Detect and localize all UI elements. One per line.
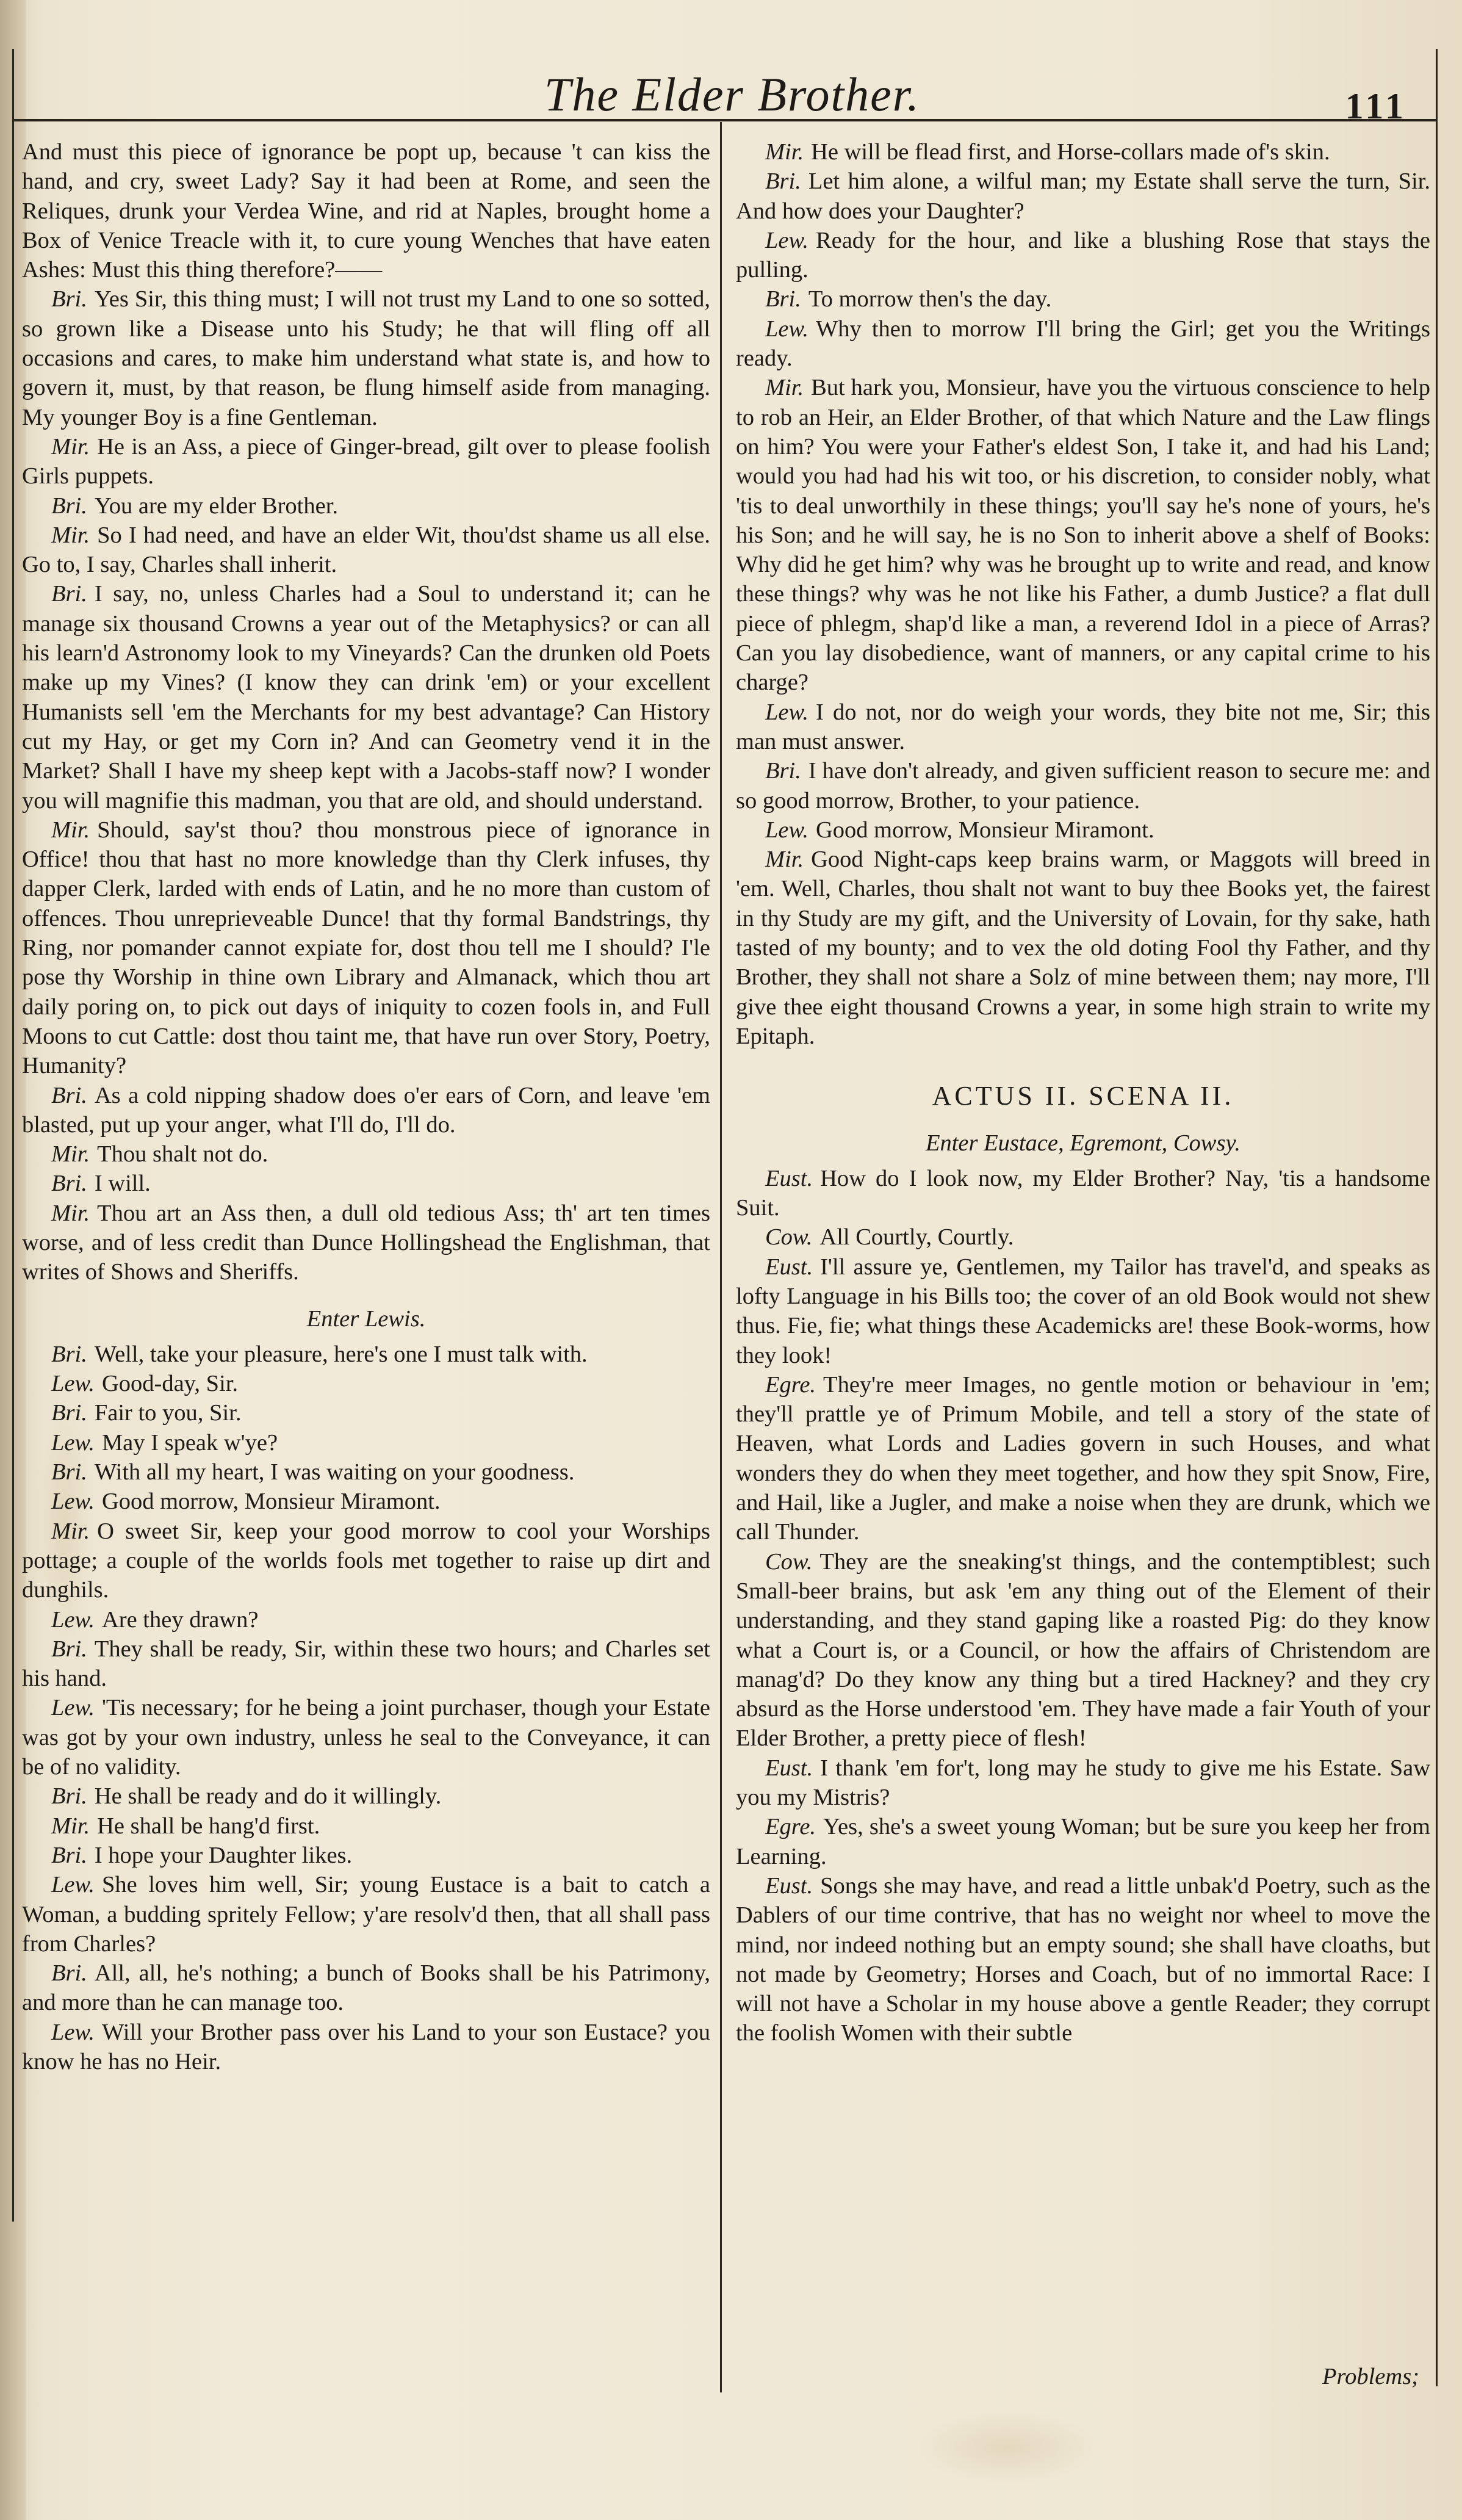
speaker-name: Lew. (51, 1606, 95, 1633)
speech-text: He is an Ass, a piece of Ginger-bread, gilt over to please foolish Girls puppets. (22, 433, 710, 489)
speech-paragraph (22, 1693, 710, 1782)
speech-paragraph (736, 373, 1430, 697)
catchword: Problems; (1322, 2364, 1419, 2389)
speech-paragraph (22, 1841, 710, 1870)
right-text-column (736, 137, 1430, 2048)
speaker-name: Lew. (51, 1489, 95, 1515)
speech-text: Good-day, Sir. (101, 1371, 239, 1397)
speaker-name: Egre. (765, 1814, 816, 1840)
speech-paragraph (736, 167, 1430, 226)
speech-text: He shall be ready and do it willingly. (94, 1783, 442, 1810)
speaker-name: Bri. (51, 286, 87, 312)
speech-text: With all my heart, I was waiting on your goodness. (94, 1459, 575, 1486)
speech-text: I will. (94, 1171, 151, 1197)
speaker-name: Bri. (51, 1842, 87, 1868)
speech-paragraph (22, 1369, 710, 1398)
left-border-rule (12, 49, 14, 2222)
paper-stain (915, 2411, 1098, 2484)
scene-heading: ACTUS II. SCENA II. (932, 1081, 1234, 1111)
speech-paragraph (736, 845, 1430, 1051)
speaker-name: Mir. (51, 1518, 90, 1544)
speech-text: They shall be ready, Sir, within these two hours; and Charles set his hand. (22, 1636, 710, 1692)
column-divider (720, 122, 722, 2392)
speaker-name: Lew. (765, 227, 808, 253)
speaker-name: Lew. (51, 1872, 95, 1898)
speech-text: She loves him well, Sir; young Eustace is a bait to catch a Woman, a budding spritely Fellow; y'are resolv'd then, that all shall pass from Charles? (22, 1872, 710, 1957)
speech-text: Good Night-caps keep brains warm, or Maggots will breed in 'em. Well, Charles, thou shalt not want to buy thee Books yet, the fairest in thy Study are my gift, and the University of Lovain, for thy sake, hath tasted of my bounty; and to vex the old doting Fool thy Father, and thy Brother, they shall not share a Solz of mine between them; nay more, I'll give thee eight thousand Crowns a year, in some high strain to write my Epitaph. (736, 847, 1430, 1049)
speech-text: I do not, nor do weigh your words, they bite not me, Sir; this man must answer. (736, 699, 1430, 754)
speech-text: Yes Sir, this thing must; I will not trust my Land to one so sotted, so grown like a Disease unto his Study; he that will fling off all occasions and cares, to make him understand what state is, and how to govern it, must, by that reason, be flung himself aside from managing. My younger Boy is a fine Gentleman. (22, 286, 710, 430)
continued-paragraph: And must this piece of ignorance be popt up, because 't can kiss the hand, and cry, sweet Lady? Say it had been at Rome, and seen the Reliques, drunk your Verdea Wine, and rid at Naples, brought home a Box of Venice Treacle with it, to cure young Wenches that have eaten Ashes: Must this thing therefore?—— (22, 139, 710, 283)
stage-direction: Enter Lewis. (306, 1305, 426, 1332)
speech-paragraph (736, 284, 1430, 314)
speaker-name: Bri. (51, 1783, 87, 1810)
speech-text: So I had need, and have an elder Wit, thou'dst shame us all else. Go to, I say, Charles shall inherit. (22, 522, 710, 578)
speaker-name: Bri. (51, 1636, 87, 1662)
speech-text: I thank 'em for't, long may he study to give me his Estate. Saw you my Mistris? (736, 1755, 1430, 1811)
speech-paragraph (22, 284, 710, 431)
speech-text: He will be flead first, and Horse-collars made of's skin. (811, 139, 1330, 165)
speech-paragraph (736, 1370, 1430, 1547)
speech-text: Thou art an Ass then, a dull old tedious Ass; th' art ten times worse, and of less credit than Dunce Hollingshead the Englishman, that writes of Shows and Sheriffs. (22, 1200, 710, 1285)
speech-text: They're meer Images, no gentle motion or behaviour in 'em; they'll prattle ye of Primum Mobile, and tell a story of the state of Heaven, what Lords and Ladies govern in such Houses, and what wonders they do when they meet together, and how they spit Snow, Fire, and Hail, like a Jugler, and make a noise when they are drunk, which we call Thunder. (736, 1371, 1430, 1545)
speaker-name: Cow. (765, 1224, 813, 1251)
speech-paragraph (736, 137, 1430, 167)
speech-paragraph (736, 1753, 1430, 1813)
speaker-name: Bri. (51, 1400, 87, 1426)
speech-text: Should, say'st thou? thou monstrous piece of ignorance in Office! thou that hast no more knowledge than thy Clerk infuses, thy dapper Clerk, larded with ends of Latin, and he no more than custom of offences. Thou unreprieveable Dunce! that thy formal Bandstrings, thy Ring, nor pomander cannot expiate for, dost thou tell me I should? I'le pose thy Worship in thine own Library and Almanack, which thou art daily poring on, to pick out days of iniquity to cozen fools in, and Full Moons to cut Cattle: dost thou taint me, that have run over Story, Poetry, Humanity? (22, 817, 710, 1079)
speaker-name: Mir. (51, 522, 90, 548)
speech-text: How do I look now, my Elder Brother? Nay, 'tis a handsome Suit. (736, 1165, 1430, 1221)
speaker-name: Bri. (765, 168, 801, 195)
speaker-name: Mir. (765, 139, 804, 165)
speech-paragraph (22, 1782, 710, 1811)
speech-paragraph (736, 1164, 1430, 1223)
speech-paragraph (22, 579, 710, 815)
speech-paragraph (736, 1252, 1430, 1370)
speaker-name: Bri. (51, 1459, 87, 1486)
speech-paragraph (22, 432, 710, 491)
speech-paragraph (22, 1959, 710, 2018)
speaker-name: Eust. (765, 1872, 813, 1899)
speech-text: They are the sneaking'st things, and the contemptiblest; such Small-beer brains, but ask 'em any thing out of the Element of their understanding, and they stand gaping like a roasted Pig: do they know what a Court is, or a Council, or how the affairs of Christendom are manag'd? Do they know any thing but a tired Hackney? and they cry absurd as the Horse understood 'em. They have made a fair Youth of your Elder Brother, a pretty piece of flesh! (736, 1548, 1430, 1752)
speech-paragraph (22, 1487, 710, 1516)
speech-paragraph (22, 1870, 710, 1959)
speaker-name: Bri. (51, 1341, 87, 1367)
speech-text: To morrow then's the day. (808, 286, 1052, 312)
speech-text: Why then to morrow I'll bring the Girl; get you the Writings ready. (736, 316, 1430, 372)
speaker-name: Lew. (765, 316, 808, 342)
speech-text: But hark you, Monsieur, have you the virtuous conscience to help to rob an Heir, an Elder Brother, of that which Nature and the Law flings on him? You were your Father's eldest Son, I take it, and had his Land; would you had had his wit too, or his discretion, to consider nobly, what 'tis to deal unworthily in these things; you'll say he's none of yours, he's his Son; and he will say, he is no Son to inherit above a shelf of Books: Why did he get him? why was he brought up to write and read, and know these things? why was he not like his Father, a dumb Justice? a flat dull piece of phlegm, shap'd like a man, a reverend Idol in a piece of Arras? Can you lay disobedience, want of manners, or any capital crime to his charge? (736, 375, 1430, 696)
speech-text: Will your Brother pass over his Land to your son Eustace? you know he has no Heir. (22, 2019, 710, 2074)
speaker-name: Mir. (51, 817, 90, 843)
speech-paragraph (736, 226, 1430, 285)
speaker-name: Bri. (51, 1171, 87, 1197)
speech-text: Well, take your pleasure, here's one I must talk with. (94, 1341, 588, 1367)
speaker-name: Bri. (51, 1960, 87, 1987)
speech-paragraph (22, 491, 710, 521)
speech-text: I have don't already, and given sufficient reason to secure me: and so good morrow, Brother, to your patience. (736, 758, 1430, 814)
speech-text: Fair to you, Sir. (94, 1400, 242, 1426)
speech-paragraph (736, 1871, 1430, 2048)
speech-paragraph (22, 1428, 710, 1457)
speech-text: 'Tis necessary; for he being a joint purchaser, though your Estate was got by your own industry, unless he seal to the Conveyance, it can be of no validity. (22, 1695, 710, 1780)
speaker-name: Lew. (765, 817, 808, 843)
speaker-name: Bri. (51, 581, 87, 607)
speech-paragraph (22, 1199, 710, 1287)
speech-paragraph (736, 815, 1430, 845)
speaker-name: Bri. (51, 493, 87, 519)
page-number: 111 (1345, 86, 1407, 126)
speaker-name: Bri. (51, 1082, 87, 1108)
speech-text: Ready for the hour, and like a blushing Rose that stays the pulling. (736, 227, 1430, 283)
speaker-name: Bri. (765, 286, 801, 312)
speaker-name: Mir. (51, 1813, 90, 1839)
speech-text: O sweet Sir, keep your good morrow to cool your Worships pottage; a couple of the worlds fools met together to raise up dirt and dunghils. (22, 1518, 710, 1603)
speech-text: I'll assure ye, Gentlemen, my Tailor has travel'd, and speaks as lofty Language in his Bills too; the cover of an old Book would not shew thus. Fie, fie; what things these Academicks are! these Book-worms, how they look! (736, 1254, 1430, 1368)
speech-text: Good morrow, Monsieur Miramont. (101, 1489, 441, 1515)
speech-text: Yes, she's a sweet young Woman; but be sure you keep her from Learning. (736, 1814, 1430, 1869)
speech-text: You are my elder Brother. (94, 493, 339, 519)
speech-text: As a cold nipping shadow does o'er ears of Corn, and leave 'em blasted, put up your anger, what I'll do, I'll do. (22, 1082, 710, 1138)
running-title: The Elder Brother. (544, 68, 920, 121)
speaker-name: Mir. (765, 375, 804, 401)
speech-paragraph (736, 756, 1430, 815)
left-text-column (22, 137, 710, 2076)
speech-text: All, all, he's nothing; a bunch of Books shall be his Patrimony, and more than he can manage too. (22, 1960, 710, 2016)
speaker-name: Eust. (765, 1165, 813, 1191)
speech-text: I hope your Daughter likes. (94, 1842, 353, 1868)
speech-paragraph (22, 2018, 710, 2077)
speech-paragraph (736, 314, 1430, 374)
speech-paragraph (22, 1457, 710, 1487)
speech-paragraph (22, 815, 710, 1081)
speaker-name: Lew. (765, 699, 808, 725)
speaker-name: Lew. (51, 1695, 95, 1721)
speech-text: I say, no, unless Charles had a Soul to understand it; can he manage six thousand Crowns a year out of the Metaphysics? or can all his learn'd Astronomy look to my Vineyards? Can the drunken old Poets make up my Vines? (I know they can drink 'em) or your excellent Humanists sell 'em the Merchants for my best advantage? Can History cut my Hay, or get my Corn in? And can Geometry vend it in the Market? Shall I have my sheep kept with a Jacobs-staff now? I wonder you will magnifie this madman, you that are old, and should understand. (22, 581, 710, 814)
speech-text: May I speak w'ye? (101, 1429, 278, 1456)
right-border-rule (1436, 49, 1438, 2386)
speech-text: All Courtly, Courtly. (819, 1224, 1014, 1251)
speaker-name: Mir. (51, 433, 90, 460)
speaker-name: Mir. (51, 1141, 90, 1168)
speech-text: Songs she may have, and read a little unbak'd Poetry, such as the Dablers of our time contrive, that has no weight nor wheel to move the mind, nor indeed nothing but an empty sound; she shall have cloaths, but not made by Geometry; Horses and Coach, but of no immortal Race: I will not have a Scholar in my house above a gentle Reader; they corrupt the foolish Women with their subtle (736, 1872, 1430, 2046)
speaker-name: Eust. (765, 1755, 813, 1781)
speech-paragraph (736, 1547, 1430, 1753)
speech-paragraph (22, 1605, 710, 1634)
speech-paragraph (22, 1634, 710, 1694)
stage-direction: Enter Eustace, Egremont, Cowsy. (925, 1130, 1241, 1156)
speaker-name: Lew. (51, 1371, 95, 1397)
speaker-name: Lew. (51, 2019, 95, 2045)
speech-paragraph (736, 698, 1430, 757)
speaker-name: Lew. (51, 1429, 95, 1456)
speech-text: Good morrow, Monsieur Miramont. (815, 817, 1154, 843)
speech-paragraph (22, 1139, 710, 1169)
speech-paragraph (22, 1169, 710, 1198)
speech-paragraph (22, 1517, 710, 1605)
speech-paragraph (736, 1812, 1430, 1871)
speech-text: Let him alone, a wilful man; my Estate shall serve the turn, Sir. And how does your Daughter? (736, 168, 1430, 224)
speech-paragraph (22, 521, 710, 580)
speech-text: Are they drawn? (101, 1606, 259, 1633)
speaker-name: Eust. (765, 1254, 813, 1280)
speaker-name: Mir. (765, 847, 804, 873)
speech-paragraph (22, 1340, 710, 1369)
speech-text: He shall be hang'd first. (97, 1813, 320, 1839)
speech-paragraph (22, 1398, 710, 1428)
speech-paragraph (736, 1222, 1430, 1252)
speech-paragraph (22, 1081, 710, 1140)
speaker-name: Cow. (765, 1548, 813, 1575)
speaker-name: Bri. (765, 758, 801, 784)
speech-text: Thou shalt not do. (97, 1141, 268, 1168)
speaker-name: Egre. (765, 1371, 816, 1398)
speech-paragraph (22, 1811, 710, 1841)
speaker-name: Mir. (51, 1200, 90, 1226)
